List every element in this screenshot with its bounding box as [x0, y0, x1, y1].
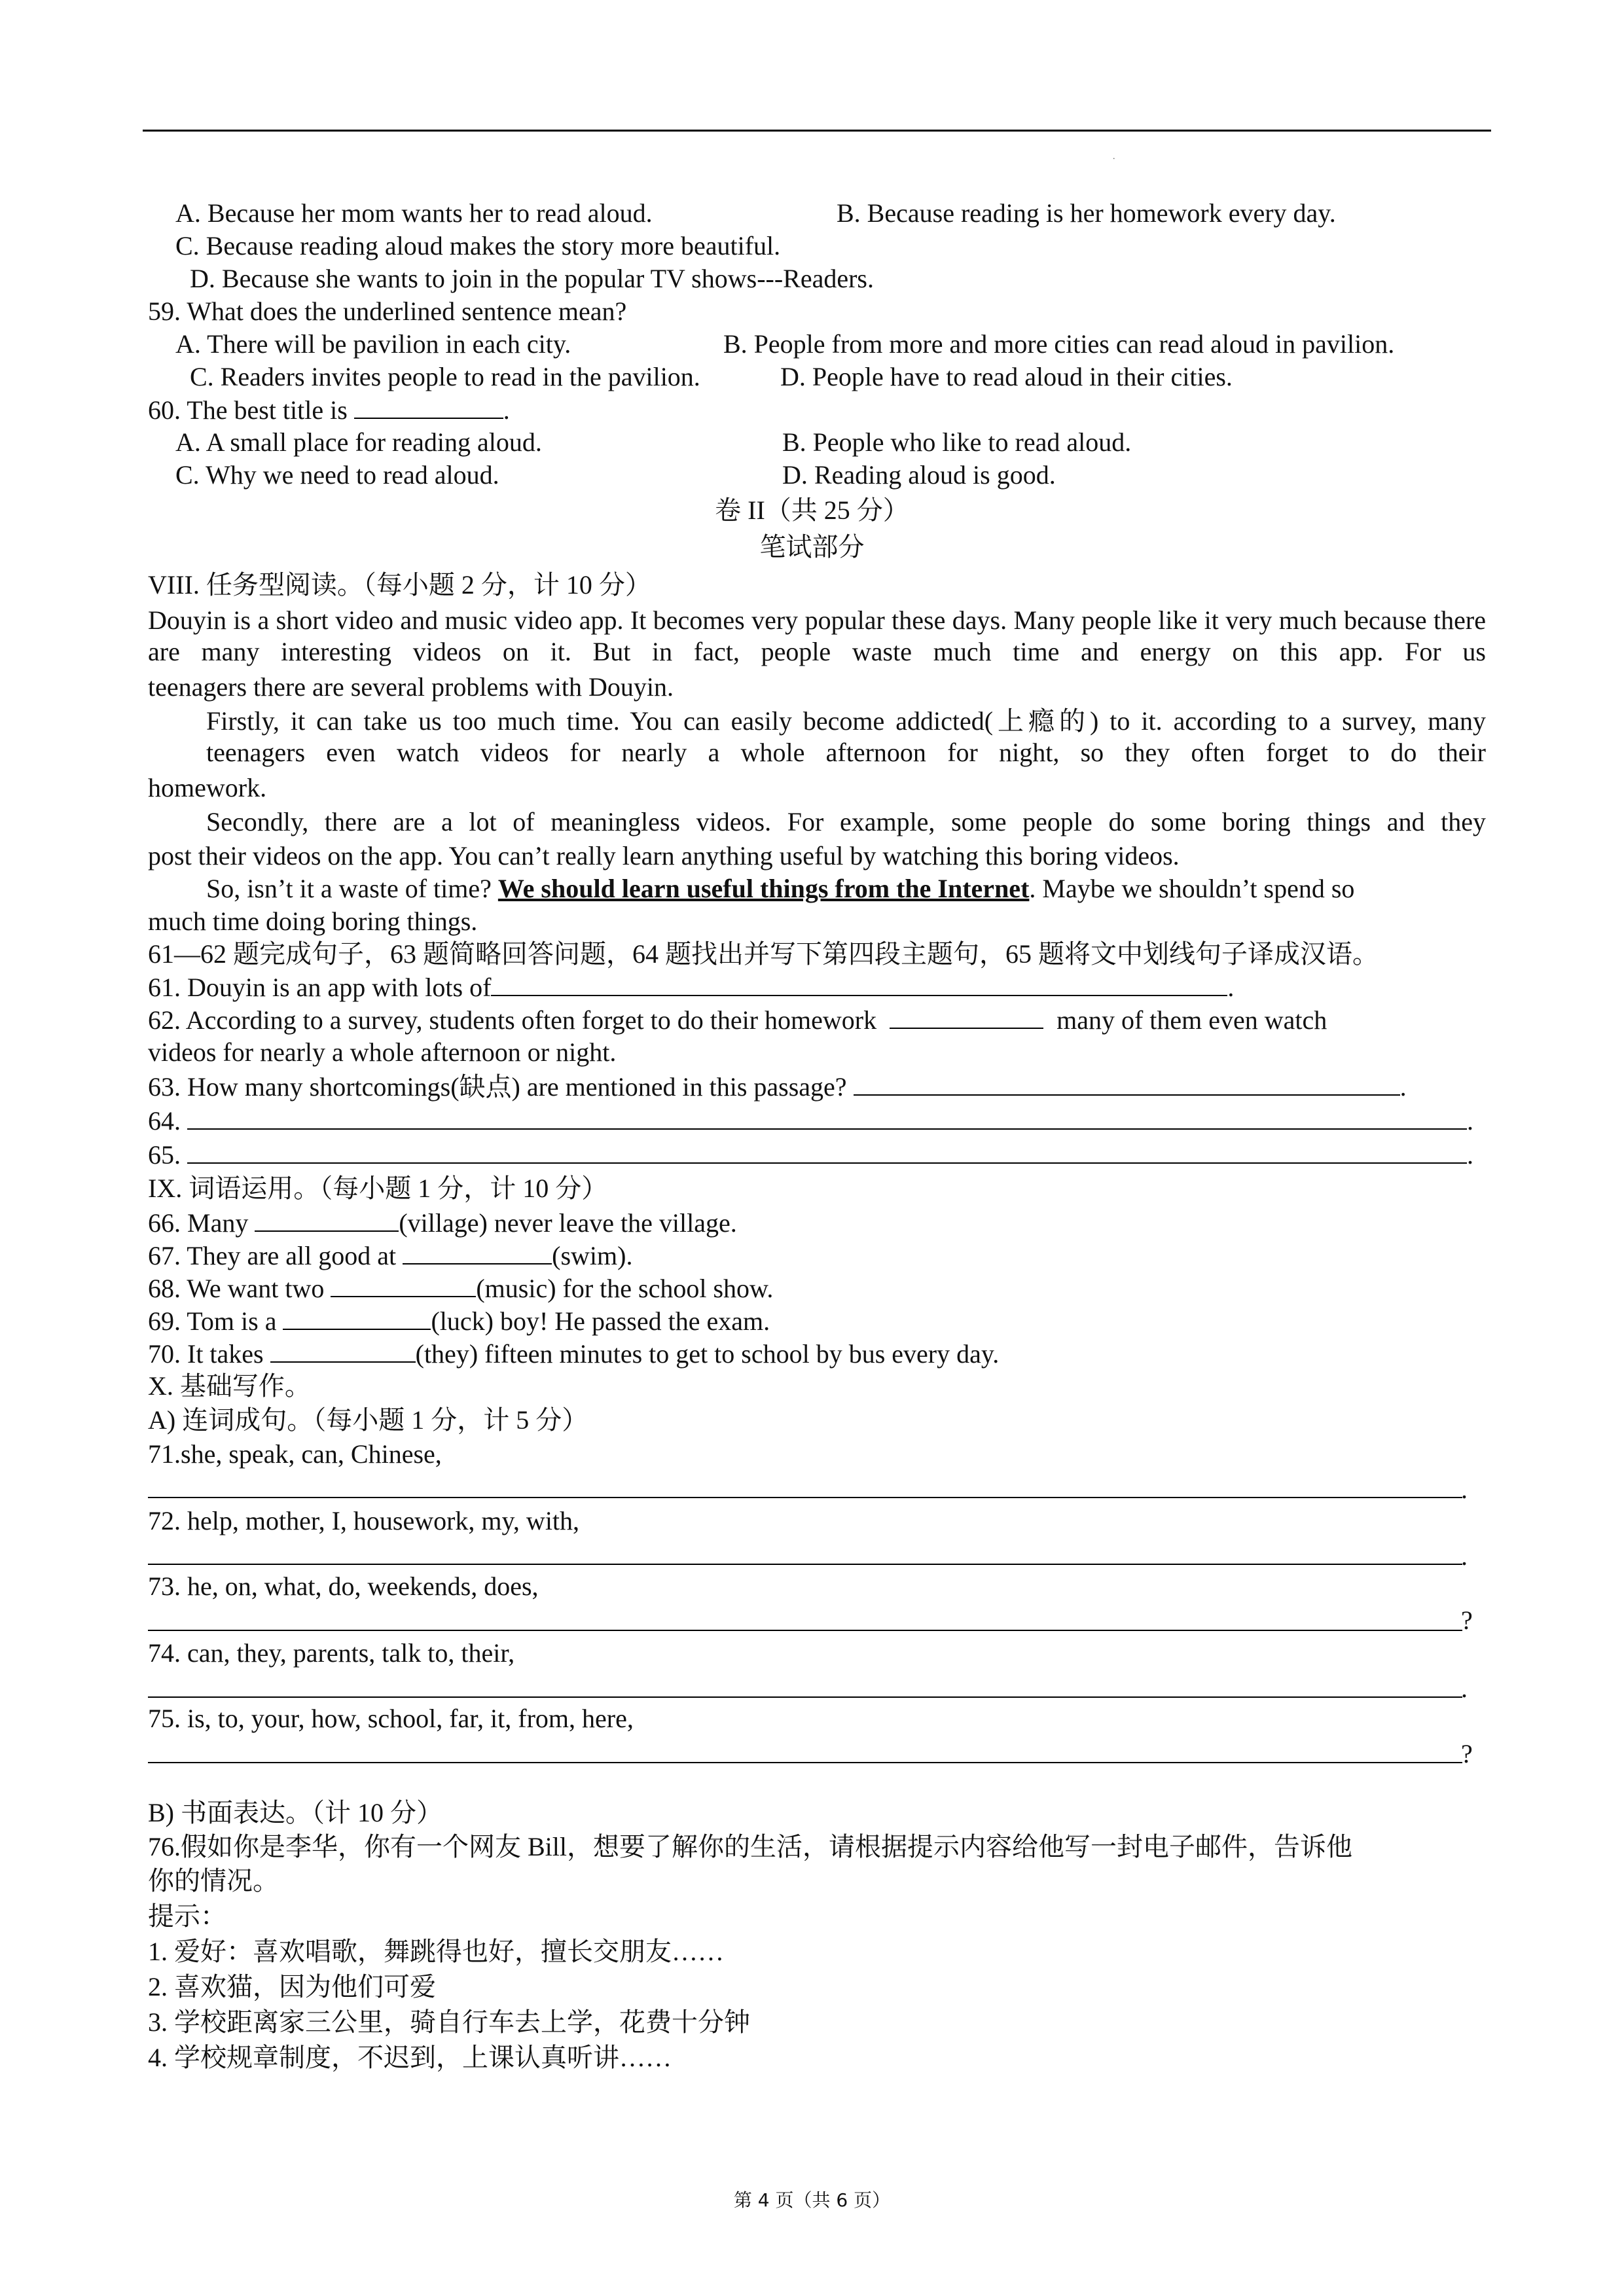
subsection-b-heading: B) 书面表达。（计 10 分）: [148, 1798, 442, 1827]
q59-option-d: D. People have to read aloud in their cities.: [780, 362, 1233, 391]
q61: 61. Douyin is an app with lots of .: [148, 973, 1235, 1002]
answer-blank[interactable]: [854, 1071, 1400, 1096]
answer-blank[interactable]: [403, 1240, 552, 1265]
q59-option-b: B. People from more and more cities can read aloud in pavilion.: [723, 329, 1395, 359]
answer-blank[interactable]: [491, 971, 1227, 996]
q72-answer-line[interactable]: [148, 1564, 1462, 1565]
q60-option-b: B. People who like to read aloud.: [782, 427, 1132, 457]
section-heading-ix: IX. 词语运用。（每小题 1 分，计 10 分）: [148, 1174, 608, 1203]
q72-end-mark: .: [1461, 1541, 1468, 1571]
passage-paragraph-4-end: much time doing boring things.: [148, 906, 478, 936]
q58-option-a: A. Because her mom wants her to read aloud.: [175, 198, 653, 228]
page-number: 第 4 页（共 6 页）: [733, 2189, 891, 2211]
passage-paragraph-2-end: homework.: [148, 773, 267, 802]
q72-words: 72. help, mother, I, housework, my, with,: [148, 1506, 580, 1535]
answer-blank[interactable]: [187, 1105, 1467, 1130]
q74-end-mark: .: [1461, 1674, 1468, 1703]
q76-prompt: 76.假如你是李华，你有一个网友 Bill，想要了解你的生活，请根据提示内容给他写一封电子邮件，告诉他: [148, 1832, 1353, 1861]
section-heading-x: X. 基础写作。: [148, 1371, 311, 1401]
q64: 64. .: [148, 1106, 1473, 1136]
passage-paragraph-4: So, isn’t it a waste of time? We should learn useful things from the Internet. Maybe we shouldn’t spend so: [206, 874, 1355, 903]
part-title: 卷 II（共 25 分）: [715, 495, 909, 525]
hint-item: 2. 喜欢猫，因为他们可爱: [148, 1972, 436, 2001]
q73-words: 73. he, on, what, do, weekends, does,: [148, 1571, 539, 1601]
q58-option-b: B. Because reading is her homework every day.: [837, 198, 1336, 228]
q60-option-d: D. Reading aloud is good.: [782, 460, 1056, 490]
q60-option-c: C. Why we need to read aloud.: [175, 460, 499, 490]
subsection-a-heading: A) 连词成句。（每小题 1 分，计 5 分）: [148, 1405, 588, 1435]
q73-answer-line[interactable]: [148, 1630, 1462, 1631]
q63: 63. How many shortcomings(缺点) are mentioned in this passage? .: [148, 1072, 1407, 1102]
q62: 62. According to a survey, students often forget to do their homework many of them even watch: [148, 1005, 1327, 1035]
answer-blank[interactable]: [331, 1272, 476, 1297]
q73-end-mark: ?: [1461, 1605, 1473, 1635]
q62-continued: videos for nearly a whole afternoon or night.: [148, 1037, 617, 1067]
task-instructions: 61—62 题完成句子，63 题简略回答问题，64 题找出并写下第四段主题句，65 题将文中划线句子译成汉语。: [148, 939, 1379, 969]
section-heading-viii: VIII. 任务型阅读。（每小题 2 分，计 10 分）: [148, 570, 651, 600]
q66: 66. Many (village) never leave the village.: [148, 1208, 737, 1238]
q59-option-c: C. Readers invites people to read in the pavilion.: [190, 362, 700, 391]
q59-option-a: A. There will be pavilion in each city.: [175, 329, 571, 359]
answer-blank[interactable]: [270, 1338, 416, 1363]
hint-item: 1. 爱好：喜欢唱歌，舞跳得也好，擅长交朋友……: [148, 1937, 724, 1966]
hint-label: 提示：: [148, 1901, 226, 1931]
answer-blank[interactable]: [283, 1305, 431, 1330]
q71-answer-line[interactable]: [148, 1497, 1462, 1498]
q71-end-mark: .: [1461, 1475, 1468, 1504]
q74-answer-line[interactable]: [148, 1696, 1462, 1698]
q75-end-mark: ?: [1461, 1739, 1473, 1768]
q59-stem: 59. What does the underlined sentence mean?: [148, 296, 627, 326]
q67: 67. They are all good at (swim).: [148, 1241, 633, 1270]
passage-paragraph-3-end: post their videos on the app. You can’t really learn anything useful by watching this boring videos.: [148, 841, 1180, 870]
q68: 68. We want two (music) for the school show.: [148, 1274, 774, 1303]
passage-paragraph-1: Douyin is a short video and music video app. It becomes very popular these days. Many people like it very much because there are many interesting videos on it. But in fact, people waste much time and energy on this app. For us: [148, 605, 1486, 666]
q75-words: 75. is, to, your, how, school, far, it, from, here,: [148, 1704, 634, 1733]
q70: 70. It takes (they) fifteen minutes to get to school by bus every day.: [148, 1339, 1000, 1369]
q76-prompt-end: 你的情况。: [148, 1866, 279, 1895]
q58-option-c: C. Because reading aloud makes the story more beautiful.: [175, 231, 781, 260]
hint-item: 4. 学校规章制度，不迟到，上课认真听讲……: [148, 2043, 672, 2072]
q69: 69. Tom is a (luck) boy! He passed the exam.: [148, 1306, 770, 1336]
passage-paragraph-2: Firstly, it can take us too much time. You can easily become addicted(上瘾的) to it. according to a survey, many teenagers even watch videos for nearly a whole afternoon for night, so they often forget to do their: [206, 706, 1486, 767]
passage-paragraph-1-end: teenagers there are several problems with Douyin.: [148, 672, 674, 702]
answer-blank[interactable]: [187, 1139, 1467, 1164]
answer-blank[interactable]: [255, 1207, 399, 1232]
stray-mark: .: [1113, 152, 1115, 162]
answer-blank[interactable]: [890, 1004, 1043, 1029]
q58-option-d: D. Because she wants to join in the popular TV shows---Readers.: [190, 264, 874, 293]
q65: 65. .: [148, 1140, 1473, 1170]
q60-stem: 60. The best title is .: [148, 395, 510, 425]
underlined-sentence: We should learn useful things from the Internet: [497, 874, 1030, 903]
header-rule: [143, 130, 1491, 132]
q71-words: 71.she, speak, can, Chinese,: [148, 1439, 442, 1469]
q74-words: 74. can, they, parents, talk to, their,: [148, 1638, 515, 1668]
hint-item: 3. 学校距离家三公里，骑自行车去上学，花费十分钟: [148, 2007, 750, 2037]
part-subtitle: 笔试部分: [759, 532, 865, 562]
answer-blank[interactable]: [354, 394, 503, 419]
q60-option-a: A. A small place for reading aloud.: [175, 427, 542, 457]
q75-answer-line[interactable]: [148, 1762, 1462, 1763]
passage-paragraph-3: Secondly, there are a lot of meaningless videos. For example, some people do some boring things and they: [206, 807, 1486, 836]
